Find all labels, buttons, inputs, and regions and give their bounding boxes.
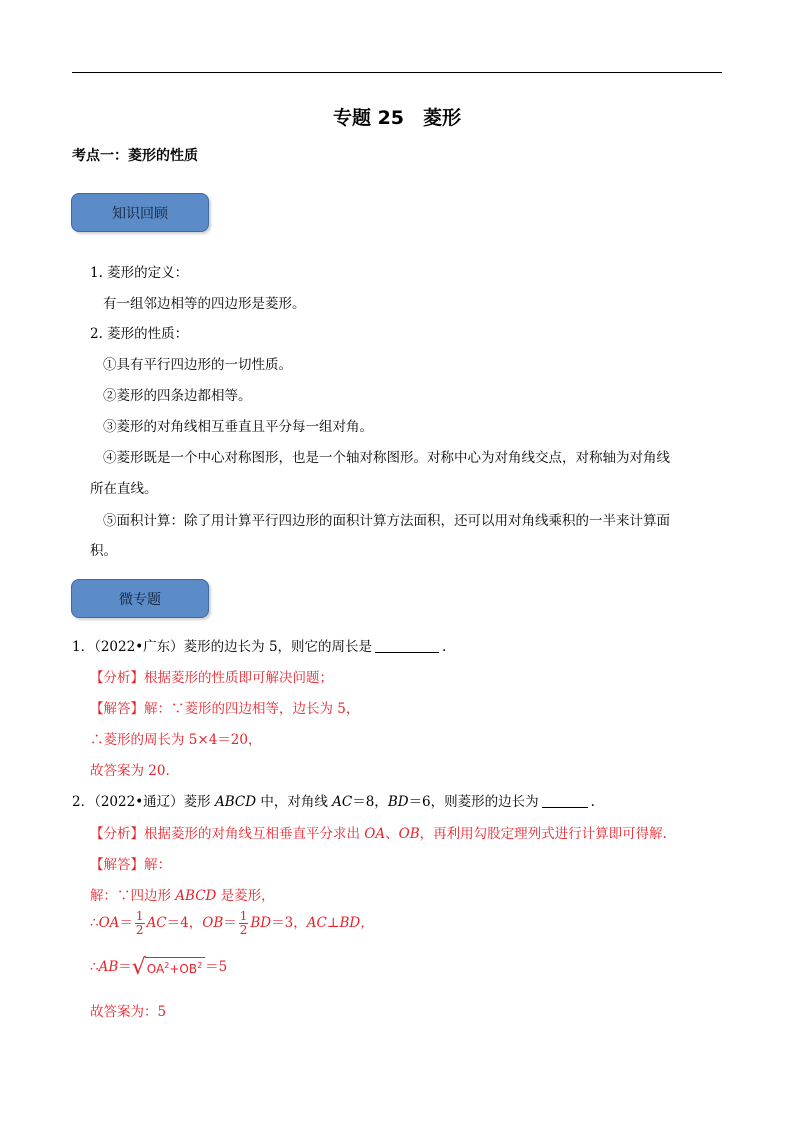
q2-analysis-sep: 、 xyxy=(385,826,399,842)
q2-pythagoras xyxy=(90,955,227,979)
q2-given xyxy=(90,884,275,904)
q2-oa: OA xyxy=(98,915,120,931)
property-item-5-line1: ⑤面积计算：除了用计算平行四边形的面积计算方法面积，还可以用对角线乘积的一半来计算面 xyxy=(103,513,670,529)
q2-sqrt-sq-2: 2 xyxy=(197,960,203,970)
q2-sqrt-ob: +OB xyxy=(169,961,198,976)
q2-analysis xyxy=(90,822,667,842)
q2-given-post: 是菱形， xyxy=(216,888,275,904)
q2-stem xyxy=(72,790,595,810)
q2-ob: OB xyxy=(202,915,224,931)
definition-heading: 1. 菱形的定义： xyxy=(90,265,189,281)
q2-stem-mid3: ＝6，则菱形的边长为 xyxy=(408,794,539,810)
q2-sqrt-oa: OA xyxy=(146,961,165,976)
q2-frac-num-2: 1 xyxy=(239,909,248,923)
property-heading: 2. 菱形的性质： xyxy=(90,326,189,342)
q2-sqrt-sq-1: 2 xyxy=(164,960,170,970)
q2-analysis-oa: OA xyxy=(364,826,386,842)
q2-therefore-2: ∴ xyxy=(90,959,99,975)
q2-ac-ref: AC xyxy=(146,915,167,931)
q2-therefore-1: ∴ xyxy=(90,915,99,931)
q1-answer: 故答案为 20. xyxy=(90,763,170,779)
q2-perp: AC⊥BD， xyxy=(306,915,374,931)
q2-result: ＝5 xyxy=(205,959,228,975)
q2-stem-mid1: 中，对角线 xyxy=(256,794,333,810)
q2-sqrt-body xyxy=(145,957,205,979)
property-item-3: ③菱形的对角线相互垂直且平分每一组对角。 xyxy=(103,419,373,435)
q2-analysis-pre: 【分析】根据菱形的对角线互相垂直平分求出 xyxy=(90,826,365,842)
sqrt-icon: √ xyxy=(131,954,146,980)
q2-bd-ref: BD xyxy=(250,915,272,931)
header-rule xyxy=(72,72,722,73)
definition-text: 有一组邻边相等的四边形是菱形。 xyxy=(103,296,306,312)
q2-stem-end: . xyxy=(590,794,595,810)
q1-solution: 【解答】解：∵菱形的四边相等，边长为 5， xyxy=(90,701,360,717)
q1-stem-end: . xyxy=(442,639,447,655)
knowledge-review-badge: 知识回顾 xyxy=(71,193,209,232)
q2-oa-val: ＝4， xyxy=(166,915,203,931)
q1-answer-blank xyxy=(375,638,439,653)
q2-eq-1: ＝ xyxy=(119,915,133,931)
q2-frac-den-2: 2 xyxy=(239,923,248,937)
property-item-5-line2: 积。 xyxy=(90,543,117,559)
q2-half-diagonals xyxy=(90,910,374,937)
q2-answer: 故答案为：5 xyxy=(90,1004,167,1020)
q2-given-abcd: ABCD xyxy=(175,888,217,904)
q2-answer-blank xyxy=(542,793,588,808)
section-heading: 考点一：菱形的性质 xyxy=(72,148,198,164)
q2-fraction-half-2 xyxy=(239,910,249,937)
page-title: 专题 25 菱形 xyxy=(332,107,462,129)
q2-analysis-post: ，再利用勾股定理列式进行计算即可得解. xyxy=(419,826,667,842)
q2-stem-pre: 2．（2022•通辽）菱形 xyxy=(72,794,215,810)
q2-ob-val: ＝3， xyxy=(271,915,307,931)
q2-eq-3: ＝ xyxy=(118,959,132,975)
q2-fraction-half-1 xyxy=(135,910,145,937)
q2-frac-den-1: 2 xyxy=(135,923,144,937)
property-item-1: ①具有平行四边形的一切性质。 xyxy=(103,357,292,373)
q2-analysis-ob: OB xyxy=(398,826,420,842)
q2-ab: AB xyxy=(98,959,119,975)
q2-stem-mid2: ＝8， xyxy=(352,794,388,810)
q2-sqrt xyxy=(131,954,205,980)
micro-topic-badge: 微专题 xyxy=(71,579,209,618)
q1-analysis: 【分析】根据菱形的性质即可解决问题； xyxy=(90,670,333,686)
property-item-2: ②菱形的四条边都相等。 xyxy=(103,388,252,404)
q1-step: ∴菱形的周长为 5×4＝20， xyxy=(90,732,262,748)
q2-frac-num-1: 1 xyxy=(135,909,144,923)
q2-bd: BD xyxy=(387,794,409,810)
property-item-4-line1: ④菱形既是一个中心对称图形，也是一个轴对称图形。对称中心为对角线交点，对称轴为对角线 xyxy=(103,450,670,466)
q2-solution-label: 【解答】解： xyxy=(90,857,171,873)
q1-stem-text: 1．（2022•广东）菱形的边长为 5，则它的周长是 xyxy=(72,639,373,655)
q2-given-pre: 解：∵四边形 xyxy=(90,888,176,904)
q2-eq-2: ＝ xyxy=(223,915,237,931)
q2-ac: AC xyxy=(332,794,353,810)
q2-abcd: ABCD xyxy=(214,794,257,810)
q1-stem xyxy=(72,635,446,655)
property-item-4-line2: 所在直线。 xyxy=(90,481,158,497)
